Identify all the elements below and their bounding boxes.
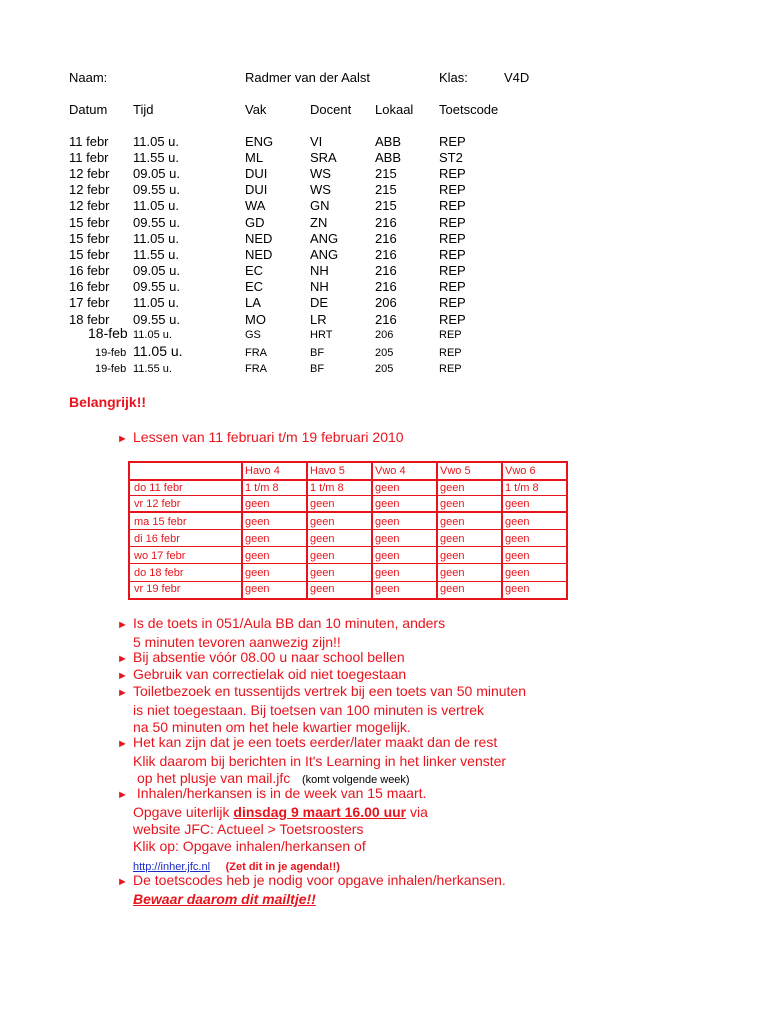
lessons-cell: geen	[310, 567, 335, 579]
note-toiletbezoek: ► Toiletbezoek en tussentijds vertrek bij een toets van 50 minuten is niet toegestaan. Bij toetsen van 100 minuten is vertrek na 50 minuten om het hele kwartier mogelijk.	[117, 683, 527, 735]
table-cell: 11.55 u.	[133, 247, 180, 262]
table-cell: REP	[439, 182, 466, 197]
lessons-cell: geen	[245, 533, 270, 545]
lessons-cell: geen	[375, 516, 400, 528]
table-cell: BF	[310, 347, 325, 359]
table-cell: 215	[375, 182, 397, 197]
table-cell: 206	[375, 295, 397, 310]
column-header: Vak	[245, 102, 267, 117]
lessons-cell: 1 t/m 8	[505, 482, 539, 494]
lessons-cell: geen	[505, 567, 530, 579]
table-cell: LR	[310, 312, 327, 327]
table-cell: REP	[439, 363, 462, 375]
lessons-table	[128, 461, 568, 600]
arrow-icon: ►	[117, 433, 128, 445]
lessons-cell: geen	[440, 583, 465, 595]
lessons-cell: vr 19 febr	[134, 583, 181, 595]
table-cell: 215	[375, 166, 397, 181]
arrow-icon: ►	[117, 687, 128, 699]
table-cell: 216	[375, 279, 397, 294]
table-cell: 11 febr	[69, 150, 109, 165]
table-cell: MO	[245, 312, 266, 327]
table-cell: ANG	[310, 231, 339, 246]
table-row	[0, 198, 768, 214]
table-row	[0, 134, 768, 150]
table-cell: REP	[439, 166, 466, 181]
table-cell: 19-feb	[95, 363, 127, 375]
table-row	[0, 247, 768, 263]
lessons-cell: geen	[245, 567, 270, 579]
table-cell: ANG	[310, 247, 339, 262]
lessons-cell: geen	[310, 533, 335, 545]
table-cell: EC	[245, 279, 264, 294]
table-cell: WS	[310, 166, 331, 181]
lessons-cell: geen	[440, 498, 465, 510]
table-cell: REP	[439, 312, 466, 327]
table-cell: 11.55 u.	[133, 150, 180, 165]
note-correctielak: ► Gebruik van correctielak oid niet toegestaan	[117, 666, 406, 685]
table-cell: REP	[439, 279, 466, 294]
lessons-cell: geen	[375, 498, 400, 510]
arrow-icon: ►	[117, 876, 128, 888]
table-cell: NH	[310, 263, 329, 278]
lessons-header-cell: Vwo 6	[505, 465, 536, 477]
table-cell: REP	[439, 231, 466, 246]
table-cell: GS	[245, 329, 261, 341]
table-cell: 11.55 u.	[133, 363, 172, 375]
table-cell: 216	[375, 263, 397, 278]
table-cell: ENG	[245, 134, 274, 149]
lessons-cell: geen	[375, 533, 400, 545]
table-cell: 205	[375, 363, 394, 375]
table-cell: REP	[439, 329, 462, 341]
table-cell: 09.55 u.	[133, 312, 180, 327]
table-cell: 18 febr	[69, 312, 110, 327]
table-cell: ML	[245, 150, 264, 165]
table-row	[0, 327, 768, 343]
name-value: Radmer van der Aalst	[245, 70, 371, 85]
table-cell: NED	[245, 247, 273, 262]
lessons-cell: geen	[245, 498, 270, 510]
table-cell: LA	[245, 295, 261, 310]
lessons-cell: geen	[310, 516, 335, 528]
important-heading: Belangrijk!!	[69, 394, 147, 410]
table-row	[0, 150, 768, 166]
column-header: Datum	[69, 102, 108, 117]
lessons-cell: geen	[505, 533, 530, 545]
table-cell: ZN	[310, 215, 328, 230]
table-cell: 215	[375, 198, 397, 213]
table-cell: SRA	[310, 150, 337, 165]
lessons-cell: geen	[440, 482, 465, 494]
arrow-icon: ►	[117, 619, 128, 631]
table-cell: 206	[375, 329, 394, 341]
lessons-cell: geen	[245, 516, 270, 528]
table-cell: GN	[310, 198, 330, 213]
lessons-header-cell: Havo 5	[310, 465, 345, 477]
lessons-header-cell: Havo 4	[245, 465, 280, 477]
table-cell: 216	[375, 247, 397, 262]
lessons-cell: geen	[245, 583, 270, 595]
table-row	[0, 295, 768, 311]
table-cell: ST2	[439, 150, 463, 165]
table-cell: 12 febr	[69, 166, 110, 181]
table-cell: NED	[245, 231, 273, 246]
table-cell: DE	[310, 295, 329, 310]
arrow-icon: ►	[117, 789, 128, 801]
lessons-cell: geen	[440, 516, 465, 528]
table-cell: 15 febr	[69, 247, 110, 262]
note-absentie: ► Bij absentie vóór 08.00 u naar school bellen	[117, 649, 405, 668]
table-row	[0, 182, 768, 198]
table-row	[0, 263, 768, 279]
lessons-cell: geen	[375, 567, 400, 579]
table-cell: HRT	[310, 329, 333, 341]
table-cell: 09.05 u.	[133, 166, 180, 181]
table-cell: 15 febr	[69, 215, 110, 230]
class-value: V4D	[504, 70, 530, 85]
table-cell: 18-feb	[88, 325, 128, 341]
table-cell: 11.05 u.	[133, 295, 180, 310]
lessons-cell: geen	[310, 498, 335, 510]
lessons-cell: geen	[440, 533, 465, 545]
table-cell: 16 febr	[69, 279, 110, 294]
lessons-cell: geen	[375, 583, 400, 595]
lessons-header-cell: Vwo 4	[375, 465, 406, 477]
table-cell: REP	[439, 198, 466, 213]
lessons-cell: do 18 febr	[134, 567, 184, 579]
table-row	[0, 279, 768, 295]
table-cell: 216	[375, 312, 397, 327]
table-row	[0, 215, 768, 231]
table-cell: DUI	[245, 182, 268, 197]
lessons-cell: geen	[310, 550, 335, 562]
column-header: Toetscode	[439, 102, 499, 117]
table-cell: REP	[439, 134, 466, 149]
note-toetscodes: ► De toetscodes heb je nodig voor opgave inhalen/herkansen. Bewaar daarom dit mailtje!!	[117, 872, 506, 907]
lessons-cell: geen	[505, 583, 530, 595]
lessons-cell: geen	[505, 516, 530, 528]
table-cell: 09.55 u.	[133, 215, 180, 230]
table-cell: WA	[245, 198, 266, 213]
table-row	[0, 345, 768, 361]
table-cell: REP	[439, 247, 466, 262]
lessons-cell: 1 t/m 8	[245, 482, 279, 494]
lessons-cell: geen	[440, 550, 465, 562]
lessons-header-cell: Vwo 5	[440, 465, 471, 477]
lessons-cell: geen	[505, 550, 530, 562]
table-cell: 205	[375, 347, 394, 359]
lessons-cell: geen	[245, 550, 270, 562]
table-cell: 216	[375, 215, 397, 230]
table-cell: 11.05 u.	[133, 198, 180, 213]
table-cell: REP	[439, 295, 466, 310]
lessons-cell: ma 15 febr	[134, 516, 187, 528]
lessons-cell: geen	[375, 550, 400, 562]
lessons-cell: do 11 febr	[134, 482, 183, 494]
table-cell: 09.05 u.	[133, 263, 180, 278]
table-cell: 19-feb	[95, 347, 127, 359]
table-cell: EC	[245, 263, 264, 278]
lessons-cell: wo 17 febr	[134, 550, 186, 562]
table-cell: 11.05 u.	[133, 329, 172, 341]
note-eerder-later: ► Het kan zijn dat je een toets eerder/later maakt dan de rest Klik daarom bij berichten in It's Learning in het linker venster op het plusje van mail.jfc (komt volgende week)	[117, 734, 507, 786]
table-cell: ABB	[375, 134, 402, 149]
table-cell: NH	[310, 279, 329, 294]
table-row	[0, 362, 768, 378]
lessons-cell: geen	[440, 567, 465, 579]
table-cell: 11 febr	[69, 134, 109, 149]
table-cell: 15 febr	[69, 231, 110, 246]
lessen-line	[117, 429, 404, 445]
table-cell: DUI	[245, 166, 268, 181]
table-cell: 11.05 u.	[133, 134, 180, 149]
arrow-icon: ►	[117, 670, 128, 682]
arrow-icon: ►	[117, 653, 128, 665]
table-cell: 09.55 u.	[133, 279, 180, 294]
lessen-text: Lessen van 11 februari t/m 19 februari 2010	[133, 429, 404, 445]
column-header: Docent	[310, 102, 352, 117]
lessons-cell: di 16 febr	[134, 533, 180, 545]
arrow-icon: ►	[117, 738, 128, 750]
table-cell: GD	[245, 215, 265, 230]
table-cell: 09.55 u.	[133, 182, 180, 197]
table-row	[0, 166, 768, 182]
lessons-cell: geen	[505, 498, 530, 510]
column-header: Lokaal	[375, 102, 414, 117]
table-cell: FRA	[245, 347, 267, 359]
note-toets-aula: ► Is de toets in 051/Aula BB dan 10 minuten, anders 5 minuten tevoren aanwezig zijn!!	[117, 615, 446, 650]
schedule-header	[0, 102, 768, 118]
table-cell: 16 febr	[69, 263, 110, 278]
table-cell: REP	[439, 263, 466, 278]
table-cell: ABB	[375, 150, 402, 165]
table-cell: 11.05 u.	[133, 231, 180, 246]
lessons-cell: 1 t/m 8	[310, 482, 344, 494]
table-cell: FRA	[245, 363, 267, 375]
table-cell: WS	[310, 182, 331, 197]
lessons-cell: vr 12 febr	[134, 498, 181, 510]
lessons-cell: geen	[310, 583, 335, 595]
note-inhalen: ► Inhalen/herkansen is in de week van 15 maart. Opgave uiterlijk dinsdag 9 maart 16.00 uur via website JFC: Actueel > Toetsroosters Klik op: Opgave inhalen/herkansen of http://inher.jfc.nl (Zet dit in je agenda!!)	[117, 785, 428, 873]
column-header: Tijd	[133, 102, 154, 117]
inher-link[interactable]: http://inher.jfc.nl	[133, 861, 211, 873]
table-cell: 12 febr	[69, 198, 110, 213]
table-cell: 17 febr	[69, 295, 110, 310]
table-cell: 216	[375, 231, 397, 246]
table-cell: BF	[310, 363, 325, 375]
class-label: Klas:	[439, 70, 468, 85]
lessons-cell: geen	[375, 482, 400, 494]
table-row	[0, 231, 768, 247]
table-cell: 11.05 u.	[133, 343, 183, 359]
table-cell: REP	[439, 215, 466, 230]
table-cell: VI	[310, 134, 323, 149]
table-cell: 12 febr	[69, 182, 110, 197]
table-cell: REP	[439, 347, 462, 359]
name-label: Naam:	[69, 70, 108, 85]
